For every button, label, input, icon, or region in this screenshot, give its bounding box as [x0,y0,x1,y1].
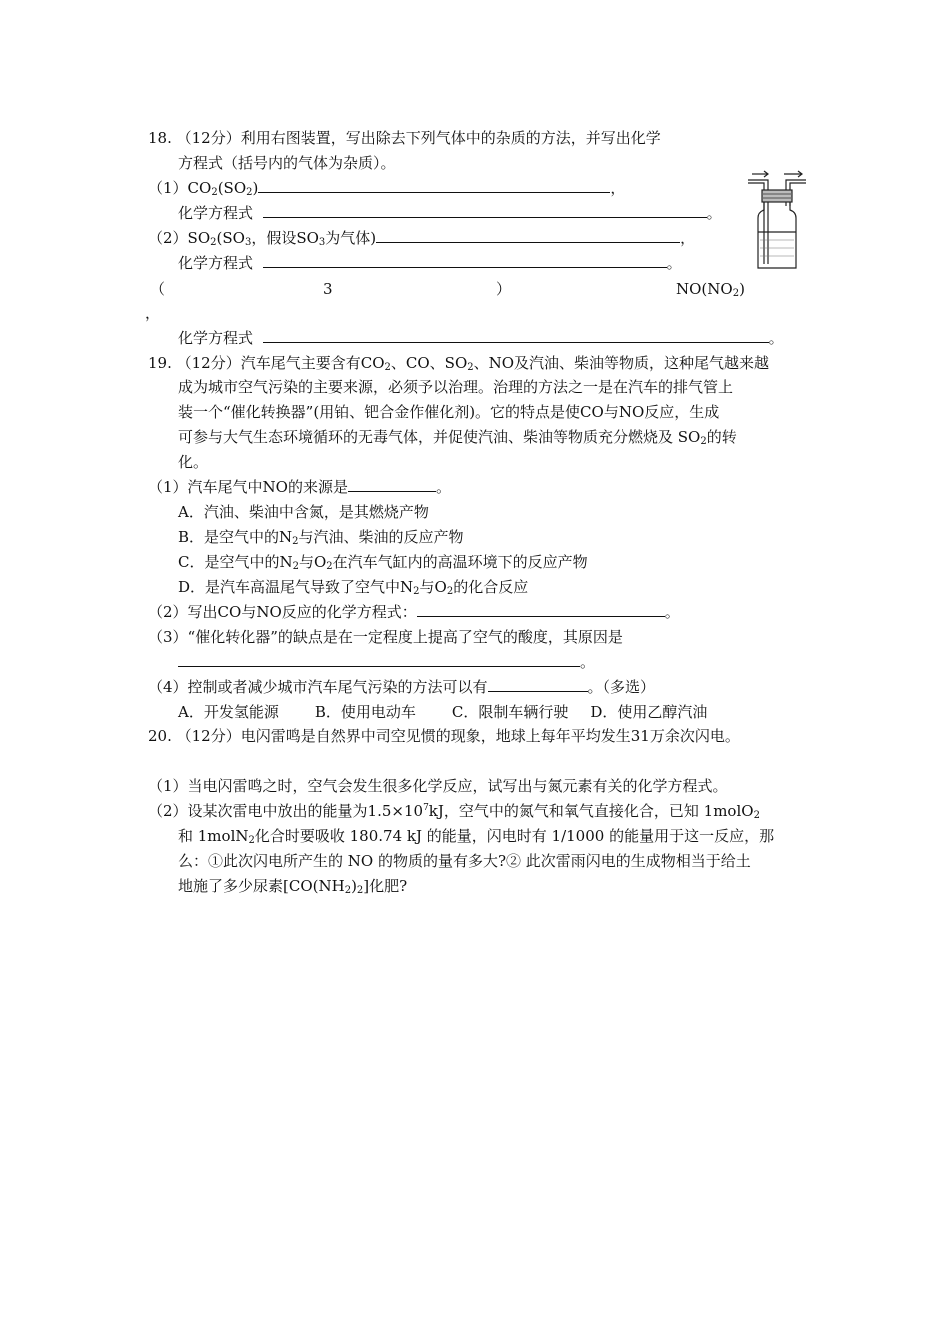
q19-line2: 成为城市空气污染的主要来源，必须予以治理。治理的方法之一是在汽车的排气管上 [178,378,734,396]
answer-blank[interactable] [263,203,707,218]
q18-line1: 18. （12分）利用右图装置，写出除去下列气体中的杂质的方法，并写出化学 [148,129,661,147]
gas-washing-bottle-diagram [746,170,808,272]
q19-option-c: C．是空气中的$N_2$与$O_2$在汽车气缸内的高温环境下的反应产物 [178,553,588,572]
q19-part4: （4）控制或者减少城市汽车尾气污染的方法可以有 。（多选） [148,678,656,696]
q19-part1: （1）汽车尾气中NO的来源是 。 [148,478,451,496]
q20-part2: （2）设某次雷电中放出的能量为$1.5\times 10^7kJ$，空气中的氮气和氧气直接化合，已知 1molO$_2$ [148,802,760,821]
answer-blank[interactable] [488,677,588,692]
answer-blank[interactable] [417,602,665,617]
q18-part3-open: （ [150,280,166,298]
q20-part2-line3: 么：①此次闪电所产生的 NO 的物质的量有多大?② 此次雷雨闪电的生成物相当于给土 [178,852,751,870]
q18-part3-gas: $NO(NO_2)$ [676,280,745,299]
answer-blank[interactable] [178,652,580,667]
q18-part1-equation: 化学方程式 。 [178,204,722,222]
q18-part3-num: 3 [323,280,333,298]
q19-option-a: A．汽油、柴油中含氮，是其燃烧产物 [178,503,429,521]
q19-part3-answer: 。 [178,652,595,672]
q19-option-b: B．是空气中的$N_2$与汽油、柴油的反应产物 [178,528,464,547]
q19-line5: 化。 [178,453,209,471]
q20-part2-line4: 地施了多少尿素$[CO(NH_2)_2]$化肥? [178,877,408,896]
q19-option-d: D．是汽车高温尾气导致了空气中$N_2$与$O_2$的化合反应 [178,578,529,597]
q18-part2-equation: 化学方程式 。 [178,254,682,272]
q19-line1: 19. （12分）汽车尾气主要含有$CO_2$、CO、$SO_2$、NO及汽油、柴油等物质，这种尾气越来越 [148,354,770,373]
q18-part3-close: ） [496,280,512,298]
answer-blank[interactable] [263,328,769,343]
q18-part3-comma: ， [145,304,161,322]
q20-part2-line2: 和 1molN$_2$化合时要吸收 180.74 kJ 的能量，闪电时有 1/1000 的能量用于这一反应，那 [178,827,775,846]
q19-line3: 装一个“催化转换器”(用铂、钯合金作催化剂)。它的特点是使CO与NO反应，生成 [178,403,720,421]
q18-part1: $(1)CO_2(SO_2)$ ， [148,179,626,198]
answer-blank[interactable] [376,228,680,243]
q19-part2: （2）写出CO与NO反应的化学方程式： 。 [148,603,680,621]
answer-blank[interactable] [348,477,436,492]
q19-part3: （3）“催化转化器”的缺点是在一定程度上提高了空气的酸度，其原因是 [148,628,623,646]
answer-blank[interactable] [263,253,667,268]
q20-part1: （1）当电闪雷鸣之时，空气会发生很多化学反应，试写出与氮元素有关的化学方程式。 [148,777,728,795]
answer-blank[interactable] [258,178,610,193]
q18-part3-equation: 化学方程式 。 [178,329,784,347]
q18-line2: 方程式（括号内的气体为杂质）。 [178,154,396,172]
q19-line4: 可参与大气生态环境循环的无毒气体，并促使汽油、柴油等物质充分燃烧及 $SO_2$的转 [178,428,737,447]
q18-part2: $(2)SO_2(SO_3$，假设$SO_3$为气体) ， [148,229,696,248]
q20-line1: 20. （12分）电闪雷鸣是自然界中司空见惯的现象，地球上每年平均发生31万余次闪电。 [148,727,740,745]
q19-choices: A．开发氢能源 B．使用电动车 C．限制车辆行驶 D．使用乙醇汽油 [178,703,708,721]
